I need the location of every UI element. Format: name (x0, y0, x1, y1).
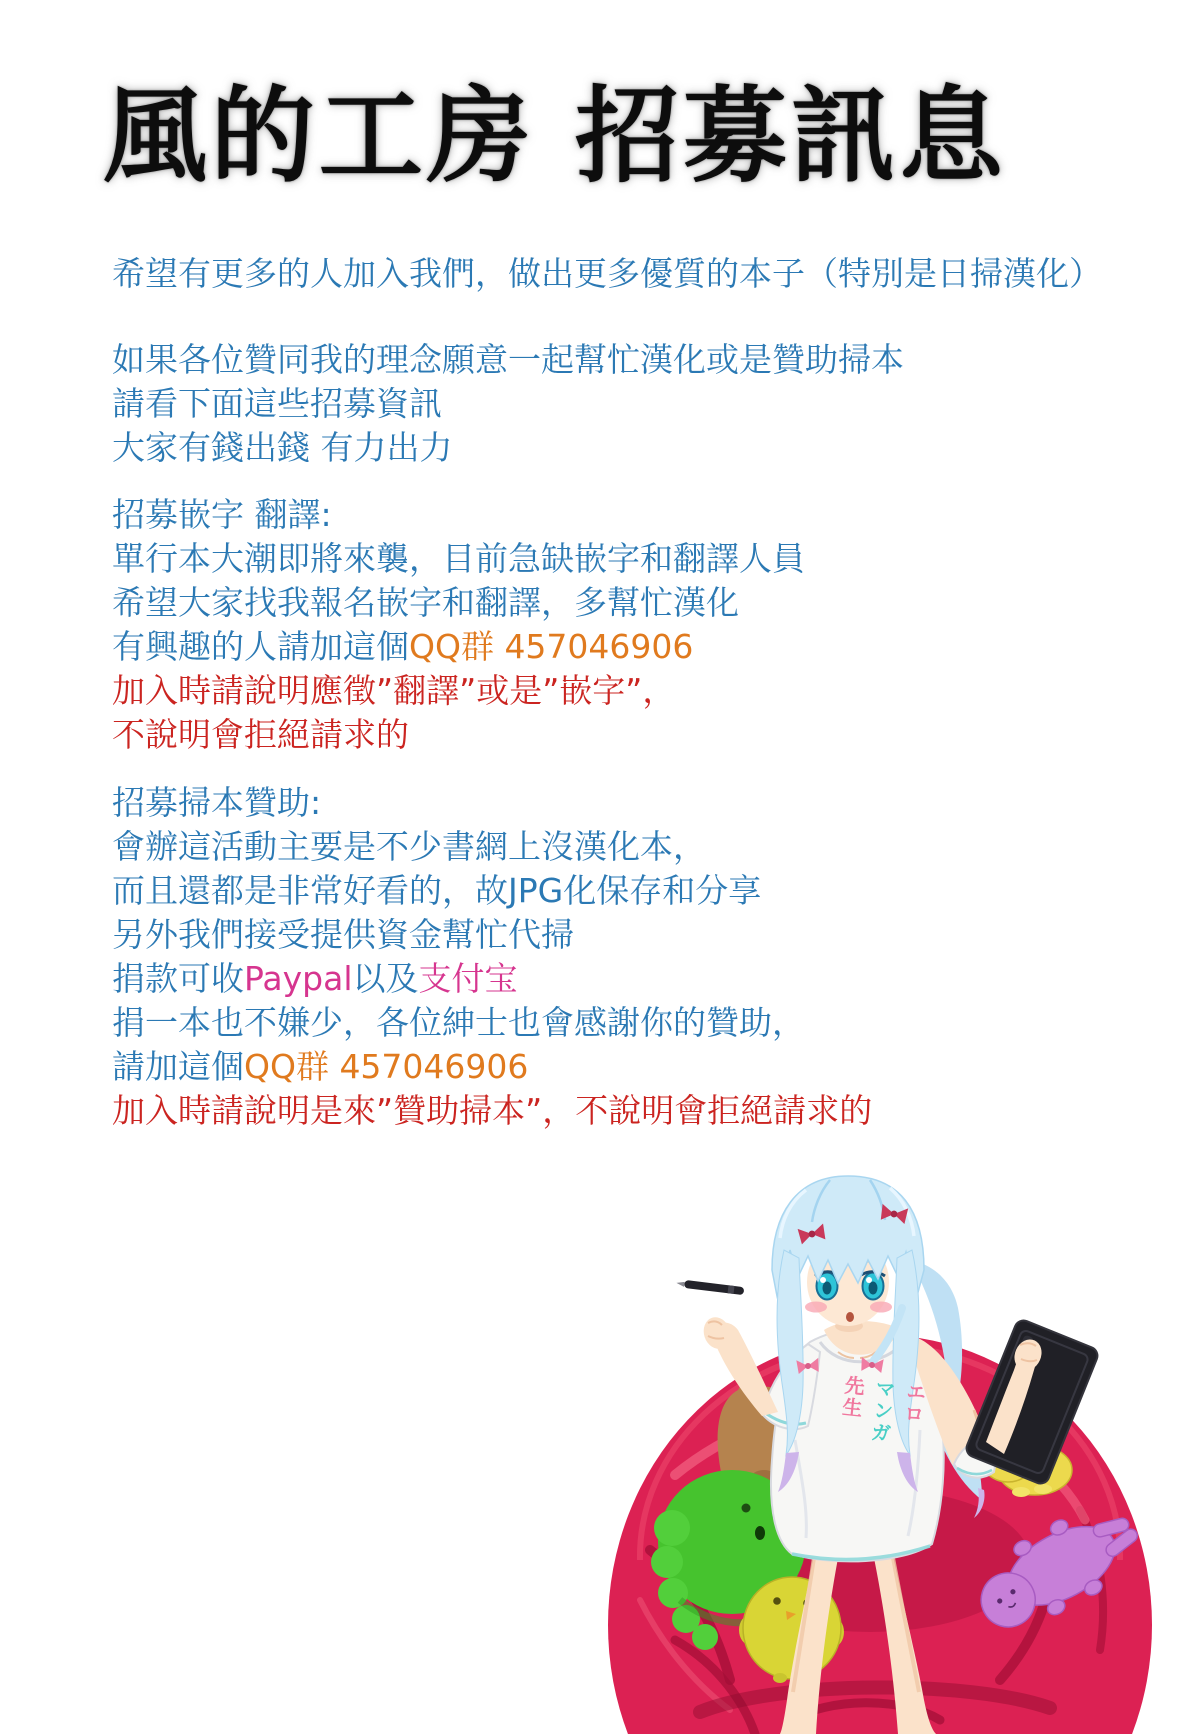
mouth (846, 1312, 854, 1322)
page-title: 風的工房 招募訊息 (102, 74, 1008, 197)
scanning-line-2: 而且還都是非常好看的，故JPG化保存和分享 (112, 871, 762, 910)
typesetting-warning-2: 不說明會拒絕請求的 (112, 715, 409, 754)
typesetting-qq-line (112, 625, 1102, 669)
shirt-text-col-1: エロ (899, 1380, 928, 1427)
blush-right (870, 1302, 892, 1313)
intro-line-2: 如果各位贊同我的理念願意一起幫忙漢化或是贊助掃本 (112, 340, 904, 379)
scanning-line-1: 會辦這活動主要是不少書網上沒漢化本， (112, 827, 706, 866)
intro-line-4: 大家有錢出錢 有力出力 (112, 428, 453, 467)
section-gap (112, 757, 1102, 781)
shirt-text-col-3: 先生 (837, 1373, 867, 1421)
qq-line-prefix: 請加這個 (112, 1047, 244, 1086)
scanning-line-5: 捐一本也不嫌少，各位紳士也會感謝你的贊助， (112, 1003, 805, 1042)
typesetting-heading: 招募嵌字 翻譯: (112, 495, 332, 534)
section-gap (112, 470, 1102, 493)
typesetting-warning-1: 加入時請說明應徵”翻譯”或是”嵌字”， (112, 671, 676, 710)
donate-prefix: 捐款可收 (112, 959, 244, 998)
qq-group-number: QQ群 457046906 (409, 627, 694, 666)
stylus-pen (676, 1279, 744, 1295)
shirt-text-col-2: マンガ (866, 1377, 898, 1446)
scanning-warning: 加入時請說明是來”贊助掃本”，不說明會拒絕請求的 (112, 1091, 873, 1130)
donation-methods-line (112, 957, 1102, 1001)
shirt-text (828, 1373, 931, 1482)
paypal-label: Paypal (244, 959, 353, 998)
qq-group-number: QQ群 457046906 (244, 1047, 529, 1086)
section-gap (112, 296, 1102, 338)
donate-mid: 以及 (352, 959, 419, 998)
intro-line-3: 請看下面這些招募資訊 (112, 384, 442, 423)
scanning-line-3: 另外我們接受提供資金幫忙代掃 (112, 915, 574, 954)
intro-line-1: 希望有更多的人加入我們，做出更多優質的本子（特別是日掃漢化） (112, 254, 1102, 293)
scanning-heading: 招募掃本贊助: (112, 783, 322, 822)
qq-line-prefix: 有興趣的人請加這個 (112, 627, 409, 666)
alipay-label: 支付宝 (418, 959, 518, 998)
typesetting-line-2: 希望大家找我報名嵌字和翻譯，多幫忙漢化 (112, 583, 739, 622)
notice-body (112, 252, 1102, 1133)
blush-left (805, 1302, 827, 1313)
typesetting-line-1: 單行本大潮即將來襲，目前急缺嵌字和翻譯人員 (112, 539, 805, 578)
